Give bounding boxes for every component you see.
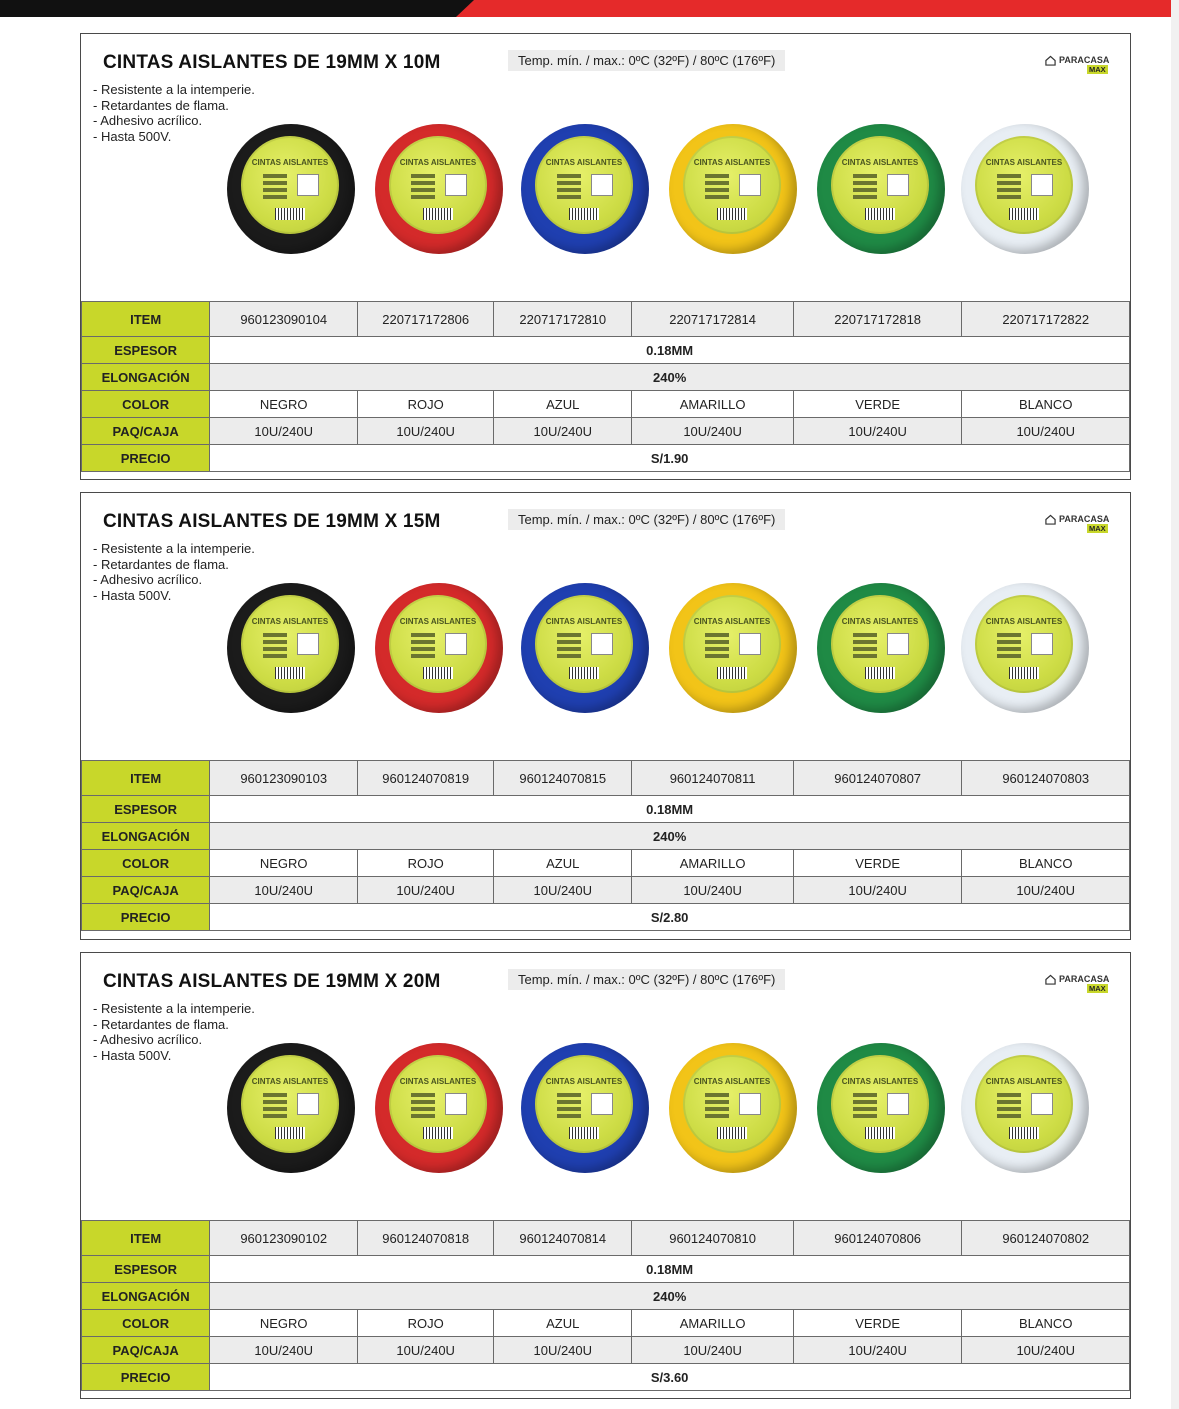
product-section: [80, 492, 1131, 940]
item-code: 960124070818: [358, 1221, 494, 1256]
logo-brand-text: PARACASA: [1059, 974, 1110, 984]
tape-roll-print: [411, 633, 435, 661]
row-label: PRECIO: [82, 904, 210, 931]
item-code: 960124070807: [793, 761, 962, 796]
feature-item: - Adhesivo acrílico.: [93, 572, 255, 588]
barcode-icon: [717, 208, 747, 220]
row-label: ESPESOR: [82, 337, 210, 364]
paq-value: 10U/240U: [793, 877, 962, 904]
row-label: ITEM: [82, 761, 210, 796]
tape-roll-image: [669, 1043, 797, 1173]
spec-table: [81, 301, 1130, 472]
product-section: [80, 952, 1131, 1399]
table-row-elongacion: [82, 1283, 1130, 1310]
row-label: ESPESOR: [82, 1256, 210, 1283]
qr-code-icon: [591, 1093, 613, 1115]
logo-brand-text: PARACASA: [1059, 514, 1110, 524]
spec-table: [81, 1220, 1130, 1391]
logo-sub-text: MAX: [1089, 524, 1106, 533]
table-row-espesor: [82, 1256, 1130, 1283]
color-value: AMARILLO: [632, 391, 794, 418]
barcode-icon: [423, 1127, 453, 1139]
tape-roll-label-text: CINTAS AISLANTES: [251, 617, 329, 626]
paq-value: 10U/240U: [358, 1337, 494, 1364]
elongacion-value: 240%: [210, 823, 1130, 850]
tape-roll-print: [997, 1093, 1021, 1121]
qr-code-icon: [297, 1093, 319, 1115]
barcode-icon: [1009, 667, 1039, 679]
tape-roll-label: [683, 1055, 781, 1153]
paq-value: 10U/240U: [962, 1337, 1130, 1364]
feature-item: - Retardantes de flama.: [93, 1017, 255, 1033]
color-value: AZUL: [494, 391, 632, 418]
spec-table: [81, 760, 1130, 931]
color-value: AZUL: [494, 1310, 632, 1337]
qr-code-icon: [1031, 1093, 1053, 1115]
tape-roll-label: [389, 1055, 487, 1153]
qr-code-icon: [445, 1093, 467, 1115]
section-title: CINTAS AISLANTES DE 19MM X 10M: [103, 52, 441, 73]
tape-roll-gallery: [81, 493, 1132, 733]
qr-code-icon: [297, 174, 319, 196]
barcode-icon: [865, 208, 895, 220]
row-label: ITEM: [82, 1221, 210, 1256]
item-code: 960123090104: [210, 302, 358, 337]
section-title: CINTAS AISLANTES DE 19MM X 20M: [103, 971, 441, 992]
table-row-precio: [82, 1364, 1130, 1391]
price-value: S/1.90: [210, 445, 1130, 472]
paq-value: 10U/240U: [210, 418, 358, 445]
row-label: PAQ/CAJA: [82, 877, 210, 904]
paq-value: 10U/240U: [962, 418, 1130, 445]
table-row-paq: [82, 1337, 1130, 1364]
item-code: 220717172810: [494, 302, 632, 337]
tape-roll-label-text: CINTAS AISLANTES: [545, 617, 623, 626]
table-row-espesor: [82, 337, 1130, 364]
tape-roll-label-text: CINTAS AISLANTES: [545, 1077, 623, 1086]
tape-roll-print: [997, 174, 1021, 202]
item-code: 960124070819: [358, 761, 494, 796]
tape-roll-label-text: CINTAS AISLANTES: [693, 158, 771, 167]
tape-roll-image: [227, 583, 355, 713]
row-label: PRECIO: [82, 1364, 210, 1391]
tape-roll-image: [669, 583, 797, 713]
row-label: PAQ/CAJA: [82, 1337, 210, 1364]
tape-roll-image: [669, 124, 797, 254]
tape-roll-label: [975, 1055, 1073, 1153]
tape-roll-print: [263, 174, 287, 202]
barcode-icon: [275, 667, 305, 679]
tape-roll-print: [263, 1093, 287, 1121]
tape-roll-label: [975, 136, 1073, 234]
tape-roll-image: [521, 124, 649, 254]
logo-sub-text: MAX: [1089, 984, 1106, 993]
tape-roll-label-text: CINTAS AISLANTES: [251, 1077, 329, 1086]
barcode-icon: [865, 667, 895, 679]
table-row-color: [82, 1310, 1130, 1337]
qr-code-icon: [445, 174, 467, 196]
tape-roll-image: [961, 124, 1089, 254]
barcode-icon: [275, 1127, 305, 1139]
tape-roll-label-text: CINTAS AISLANTES: [399, 1077, 477, 1086]
row-label: PRECIO: [82, 445, 210, 472]
table-row-elongacion: [82, 823, 1130, 850]
row-label: ELONGACIÓN: [82, 1283, 210, 1310]
tape-roll-print: [705, 633, 729, 661]
section-title: CINTAS AISLANTES DE 19MM X 15M: [103, 511, 441, 532]
tape-roll-label: [241, 136, 339, 234]
color-value: AMARILLO: [632, 1310, 794, 1337]
temperature-range: Temp. mín. / max.: 0ºC (32ºF) / 80ºC (176ºF): [508, 50, 785, 71]
tape-roll-image: [961, 583, 1089, 713]
temperature-range: Temp. mín. / max.: 0ºC (32ºF) / 80ºC (176ºF): [508, 509, 785, 530]
paq-value: 10U/240U: [358, 418, 494, 445]
tape-roll-image: [521, 1043, 649, 1173]
paq-value: 10U/240U: [632, 418, 794, 445]
tape-roll-image: [817, 124, 945, 254]
tape-roll-print: [263, 633, 287, 661]
row-label: COLOR: [82, 391, 210, 418]
row-label: ESPESOR: [82, 796, 210, 823]
price-value: S/3.60: [210, 1364, 1130, 1391]
paq-value: 10U/240U: [632, 877, 794, 904]
paq-value: 10U/240U: [210, 877, 358, 904]
qr-code-icon: [591, 633, 613, 655]
qr-code-icon: [297, 633, 319, 655]
table-row-color: [82, 850, 1130, 877]
item-code: 220717172806: [358, 302, 494, 337]
tape-roll-label-text: CINTAS AISLANTES: [399, 617, 477, 626]
tape-roll-print: [411, 174, 435, 202]
feature-item: - Hasta 500V.: [93, 129, 255, 145]
table-row-espesor: [82, 796, 1130, 823]
table-row-precio: [82, 904, 1130, 931]
product-section: [80, 33, 1131, 480]
qr-code-icon: [1031, 174, 1053, 196]
tape-roll-label: [683, 595, 781, 693]
qr-code-icon: [887, 1093, 909, 1115]
tape-roll-image: [961, 1043, 1089, 1173]
item-code: 960124070803: [962, 761, 1130, 796]
price-value: S/2.80: [210, 904, 1130, 931]
color-value: BLANCO: [962, 391, 1130, 418]
tape-roll-label-text: CINTAS AISLANTES: [545, 158, 623, 167]
color-value: NEGRO: [210, 1310, 358, 1337]
logo-brand-text: PARACASA: [1059, 55, 1110, 65]
row-label: COLOR: [82, 1310, 210, 1337]
qr-code-icon: [445, 633, 467, 655]
espesor-value: 0.18MM: [210, 796, 1130, 823]
color-value: ROJO: [358, 1310, 494, 1337]
tape-roll-gallery: [81, 953, 1132, 1193]
color-value: BLANCO: [962, 1310, 1130, 1337]
feature-item: - Resistente a la intemperie.: [93, 1001, 255, 1017]
item-code: 220717172818: [793, 302, 962, 337]
feature-item: - Resistente a la intemperie.: [93, 82, 255, 98]
tape-roll-image: [227, 1043, 355, 1173]
feature-item: - Retardantes de flama.: [93, 557, 255, 573]
tape-roll-label-text: CINTAS AISLANTES: [693, 1077, 771, 1086]
tape-roll-print: [853, 174, 877, 202]
item-code: 960124070806: [793, 1221, 962, 1256]
qr-code-icon: [739, 1093, 761, 1115]
feature-item: - Adhesivo acrílico.: [93, 1032, 255, 1048]
barcode-icon: [569, 208, 599, 220]
feature-item: - Retardantes de flama.: [93, 98, 255, 114]
tape-roll-label-text: CINTAS AISLANTES: [399, 158, 477, 167]
tape-roll-label: [241, 595, 339, 693]
row-label: ITEM: [82, 302, 210, 337]
tape-roll-label-text: CINTAS AISLANTES: [841, 158, 919, 167]
item-code: 960123090103: [210, 761, 358, 796]
tape-roll-image: [375, 1043, 503, 1173]
table-row-color: [82, 391, 1130, 418]
tape-roll-label-text: CINTAS AISLANTES: [841, 1077, 919, 1086]
tape-roll-print: [557, 1093, 581, 1121]
tape-roll-print: [557, 174, 581, 202]
tape-roll-label: [389, 136, 487, 234]
feature-item: - Adhesivo acrílico.: [93, 113, 255, 129]
paq-value: 10U/240U: [494, 877, 632, 904]
elongacion-value: 240%: [210, 1283, 1130, 1310]
barcode-icon: [423, 667, 453, 679]
qr-code-icon: [591, 174, 613, 196]
table-row-item: [82, 761, 1130, 796]
tape-roll-label: [535, 595, 633, 693]
qr-code-icon: [887, 633, 909, 655]
table-row-elongacion: [82, 364, 1130, 391]
tape-roll-print: [705, 1093, 729, 1121]
color-value: ROJO: [358, 850, 494, 877]
elongacion-value: 240%: [210, 364, 1130, 391]
feature-item: - Hasta 500V.: [93, 1048, 255, 1064]
barcode-icon: [1009, 1127, 1039, 1139]
item-code: 960124070802: [962, 1221, 1130, 1256]
tape-roll-print: [557, 633, 581, 661]
tape-roll-label: [831, 136, 929, 234]
tape-roll-label: [683, 136, 781, 234]
color-value: VERDE: [793, 1310, 962, 1337]
color-value: NEGRO: [210, 850, 358, 877]
table-row-item: [82, 1221, 1130, 1256]
tape-roll-print: [997, 633, 1021, 661]
tape-roll-label-text: CINTAS AISLANTES: [841, 617, 919, 626]
item-code: 960123090102: [210, 1221, 358, 1256]
item-code: 960124070810: [632, 1221, 794, 1256]
espesor-value: 0.18MM: [210, 337, 1130, 364]
right-edge-strip: [1171, 0, 1179, 1409]
color-value: AZUL: [494, 850, 632, 877]
paq-value: 10U/240U: [793, 1337, 962, 1364]
color-value: AMARILLO: [632, 850, 794, 877]
tape-roll-label: [831, 1055, 929, 1153]
table-row-paq: [82, 418, 1130, 445]
tape-roll-label: [535, 1055, 633, 1153]
paq-value: 10U/240U: [962, 877, 1130, 904]
qr-code-icon: [739, 633, 761, 655]
tape-roll-label: [535, 136, 633, 234]
paq-value: 10U/240U: [494, 418, 632, 445]
tape-roll-label-text: CINTAS AISLANTES: [693, 617, 771, 626]
item-code: 220717172814: [632, 302, 794, 337]
tape-roll-image: [227, 124, 355, 254]
barcode-icon: [423, 208, 453, 220]
top-bar-red-accent: [456, 0, 1171, 17]
table-row-paq: [82, 877, 1130, 904]
barcode-icon: [1009, 208, 1039, 220]
item-code: 220717172822: [962, 302, 1130, 337]
tape-roll-image: [817, 1043, 945, 1173]
tape-roll-image: [375, 124, 503, 254]
row-label: COLOR: [82, 850, 210, 877]
item-code: 960124070814: [494, 1221, 632, 1256]
row-label: ELONGACIÓN: [82, 364, 210, 391]
color-value: ROJO: [358, 391, 494, 418]
tape-roll-image: [521, 583, 649, 713]
tape-roll-print: [853, 1093, 877, 1121]
item-code: 960124070815: [494, 761, 632, 796]
row-label: PAQ/CAJA: [82, 418, 210, 445]
tape-roll-print: [411, 1093, 435, 1121]
barcode-icon: [717, 667, 747, 679]
barcode-icon: [569, 1127, 599, 1139]
color-value: VERDE: [793, 391, 962, 418]
color-value: BLANCO: [962, 850, 1130, 877]
tape-roll-label: [241, 1055, 339, 1153]
barcode-icon: [865, 1127, 895, 1139]
tape-roll-label: [975, 595, 1073, 693]
feature-item: - Hasta 500V.: [93, 588, 255, 604]
tape-roll-label-text: CINTAS AISLANTES: [985, 1077, 1063, 1086]
paq-value: 10U/240U: [494, 1337, 632, 1364]
paq-value: 10U/240U: [358, 877, 494, 904]
tape-roll-print: [853, 633, 877, 661]
tape-roll-label: [389, 595, 487, 693]
qr-code-icon: [887, 174, 909, 196]
logo-sub-text: MAX: [1089, 65, 1106, 74]
tape-roll-print: [705, 174, 729, 202]
qr-code-icon: [1031, 633, 1053, 655]
temperature-range: Temp. mín. / max.: 0ºC (32ºF) / 80ºC (176ºF): [508, 969, 785, 990]
feature-item: - Resistente a la intemperie.: [93, 541, 255, 557]
barcode-icon: [569, 667, 599, 679]
tape-roll-image: [375, 583, 503, 713]
barcode-icon: [275, 208, 305, 220]
color-value: NEGRO: [210, 391, 358, 418]
paq-value: 10U/240U: [793, 418, 962, 445]
espesor-value: 0.18MM: [210, 1256, 1130, 1283]
qr-code-icon: [739, 174, 761, 196]
color-value: VERDE: [793, 850, 962, 877]
paq-value: 10U/240U: [210, 1337, 358, 1364]
tape-roll-image: [817, 583, 945, 713]
table-row-precio: [82, 445, 1130, 472]
tape-roll-label-text: CINTAS AISLANTES: [985, 158, 1063, 167]
row-label: ELONGACIÓN: [82, 823, 210, 850]
table-row-item: [82, 302, 1130, 337]
tape-roll-label: [831, 595, 929, 693]
barcode-icon: [717, 1127, 747, 1139]
tape-roll-gallery: [81, 34, 1132, 274]
paq-value: 10U/240U: [632, 1337, 794, 1364]
item-code: 960124070811: [632, 761, 794, 796]
tape-roll-label-text: CINTAS AISLANTES: [251, 158, 329, 167]
tape-roll-label-text: CINTAS AISLANTES: [985, 617, 1063, 626]
